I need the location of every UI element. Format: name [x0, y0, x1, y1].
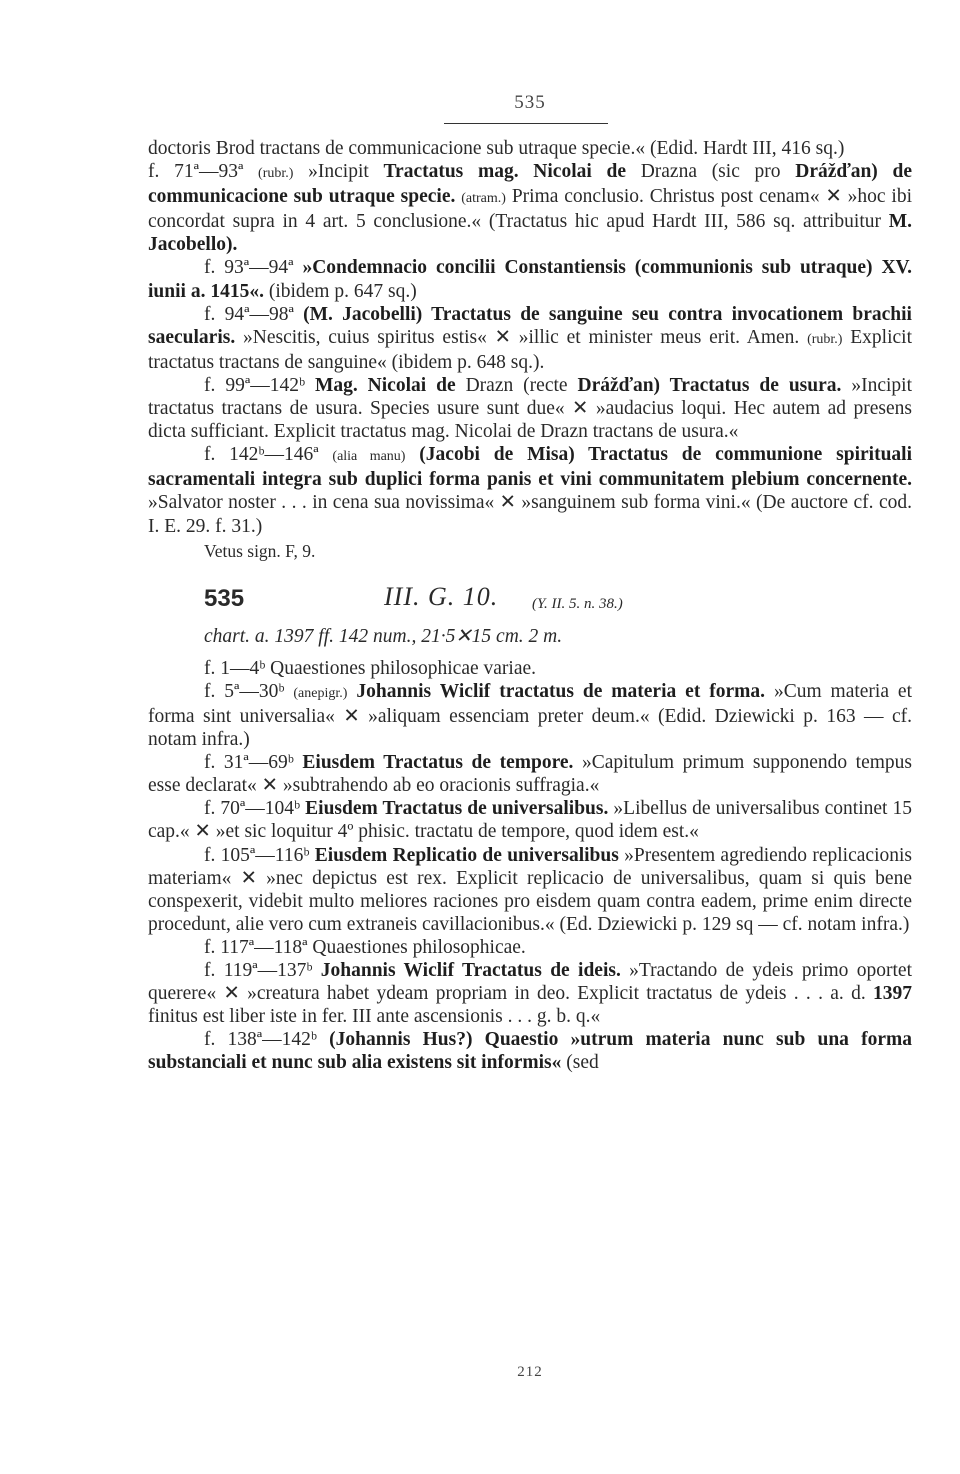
body-text: »Cum materia et forma sint universalia« ✕ »aliquam essenciam preter deum.« (Edid. Dziewicki p. 163 — cf. notam infra.): [148, 680, 912, 751]
item-142-146: [148, 443, 912, 537]
body-text: (sed: [561, 1052, 599, 1074]
folio-range: f. 5ª—30ᵇ: [204, 680, 294, 702]
title-bold: (Jacobi de Misa) Tractatus de communione spirituali sacramentali integra sub duplici forma panis et vini communitatem plebium concernente.: [148, 444, 912, 491]
item-138-142: [148, 1028, 912, 1074]
item-119-137: [148, 959, 912, 1028]
document-page: [148, 0, 912, 1474]
header-rule: [444, 123, 608, 124]
body-text: »Presentem agrediendo replicacionis materiam« ✕ »nec depictus est rex. Explicit replicacio de universalibus, quam si quis bene conspexerit, videbit multo meliores raciones pro eisdem quam contra eadem, prime enim directe procedunt, alie vero cum extraneis cavillacionibus.« (Ed. Dziewicki p. 129 sq — cf. notam infra.): [148, 844, 912, 935]
folio-range: f. 99ª—142ᵇ: [204, 374, 315, 396]
incipit-text: »Incipit: [293, 161, 384, 183]
title-bold: Eiusdem Tractatus de tempore.: [302, 752, 574, 774]
title-bold: Drážďan) de communicacione sub utraque specie.: [148, 161, 912, 208]
title-bold: Tractatus mag. Nicolai de: [383, 161, 626, 183]
spacer-text: [405, 444, 419, 465]
body-text: Drazna (sic pro: [626, 161, 796, 183]
physical-description: chart. a. 1397 ff. 142 num., 21·5✕15 cm. 2 m.: [204, 625, 563, 647]
body-text: »Salvator noster . . . in cena sua novissima« ✕ »sanguinem sub forma vini.« (De auctore cf. cod. I. E. 29. f. 31.): [148, 492, 912, 537]
item-93-94: [148, 256, 912, 302]
anepigr-note: (anepigr.): [293, 685, 348, 701]
year-bold: 1397: [873, 983, 912, 1005]
body-text: »Tractando de ydeis primo oportet querere« ✕ »creatura habet ydeam propriam in deo. Explicit tractatus de ydeis . . . a. d.: [148, 960, 913, 1005]
title-bold: Mag. Nicolai de: [314, 374, 456, 396]
title-bold: »Condemnacio concilii Constantiensis (communionis sub utraque) XV. iunii a. 1415«.: [148, 257, 912, 302]
folio-range: f. 93ª—94ª: [204, 257, 303, 279]
folio-range: f. 119ª—137ᵇ: [204, 960, 321, 981]
title-bold: Drážďan) Tractatus de usura.: [577, 374, 842, 396]
title-bold: (M. Jacobelli) Tractatus de sanguine seu contra invocationem brachii saecularis.: [148, 303, 912, 348]
body-text: finitus est liber iste in fer. III ante ascensionis . . . g. b. q.«: [148, 1006, 601, 1028]
body-text: Explicit tractatus tractans de sanguine« (ibidem p. 648 sq.).: [148, 326, 912, 373]
item-70-104: [148, 797, 912, 843]
folio-range: f. 105ª—116ᵇ: [204, 844, 315, 866]
body-text: f. 1—4ᵇ Quaestiones philosophicae variae.: [204, 657, 537, 679]
rubr-note: (rubr.): [258, 166, 294, 182]
folio-range: f. 138ª—142ᵇ: [204, 1029, 330, 1051]
body-text: f. 117ª—118ª Quaestiones philosophicae.: [204, 936, 526, 958]
title-bold: Eiusdem Tractatus de universalibus.: [305, 798, 609, 820]
folio-range: f. 70ª—104ᵇ: [204, 798, 306, 820]
entry-heading: [148, 583, 912, 617]
old-signature: (Y. II. 5. n. 38.): [532, 595, 623, 612]
title-bold: (Johannis Hus?) Quaestio »utrum materia nunc sub una forma substanciali et nunc sub alia existens sit informis«: [148, 1029, 912, 1074]
item-1-4: [148, 657, 912, 680]
folio-range: f. 71ª—93ª: [148, 161, 259, 183]
body-text: »Capitulum primum supponendo tempus esse declarat« ✕ »subtrahendo ab eo oracionis suffragia.«: [148, 752, 913, 797]
title-bold: Eiusdem Replicatio de universalibus: [314, 844, 619, 866]
text-column: [148, 137, 912, 1074]
shelf-signature: III. G. 10.: [384, 581, 499, 611]
item-105-116: [148, 844, 912, 936]
continuation-paragraph: doctoris Brod tractans de communicacione sub utraque specie.« (Edid. Hardt III, 416 sq.): [148, 138, 845, 159]
rubr-note: (rubr.): [807, 331, 843, 347]
author-bold: M. Jacobello).: [148, 211, 912, 256]
body-text: »Libellus de universalibus continet 15 cap.« ✕ »et sic loquitur 4º phisic. tractatu de tempore, quod idem est.«: [148, 798, 912, 843]
entry-number: 535: [204, 584, 245, 612]
item-117-118: [148, 936, 912, 959]
folio-range: f. 142ᵇ—146ª: [204, 444, 333, 466]
item-99-142: [148, 374, 912, 443]
item-94-98: [148, 303, 912, 374]
hand-note: (alia manu): [332, 449, 406, 465]
folio-range: f. 31ª—69ᵇ: [204, 752, 303, 774]
body-text: (ibidem p. 647 sq.): [263, 280, 417, 302]
body-text: »Nescitis, cuius spiritus estis« ✕ »illic et minister meus erit. Amen.: [235, 326, 808, 348]
item-31-69: [148, 751, 912, 797]
atram-note: (atram.): [461, 191, 506, 207]
item-5-30: [148, 680, 912, 751]
body-text: Drazn (recte: [455, 374, 578, 396]
item-71-93: [148, 160, 912, 256]
body-text: Prima conclusio. Christus post cenam« ✕ »hoc ibi concordat supra in 4 art. 5 conclusione.« (Tractatus hic apud Hardt III, 586 sq. attribuitur: [148, 186, 913, 233]
page-number: 535: [514, 92, 546, 113]
title-bold: Johannis Wiclif Tractatus de ideis.: [320, 960, 621, 981]
signature-mark: 212: [517, 1364, 543, 1380]
title-bold: Johannis Wiclif tractatus de materia et forma.: [356, 680, 766, 702]
body-text: »Incipit tractatus tractans de usura. Species usure sunt due« ✕ »audacius loqui. Hec autem ad presens dicta sufficiant. Explicit tractatus mag. Nicolai de Drazn tractans de usura.«: [148, 374, 913, 443]
folio-range: f. 94ª—98ª: [204, 303, 304, 325]
vetus-signature: Vetus sign. F, 9.: [204, 540, 316, 561]
